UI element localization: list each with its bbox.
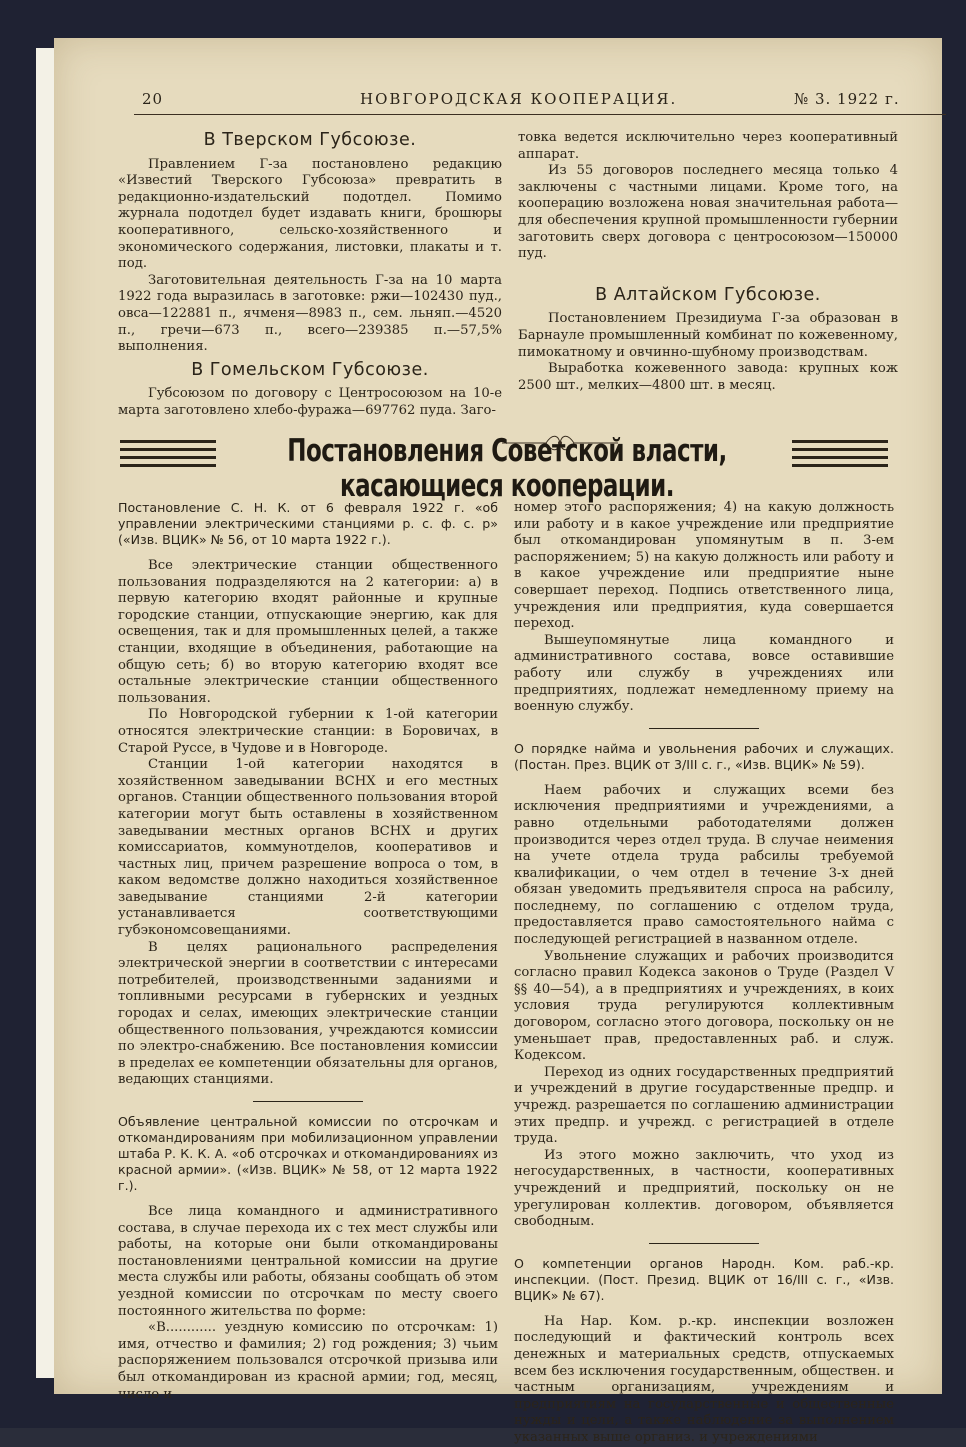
page-number: 20 [142,90,164,108]
section-title-tver: В Тверском Губсоюзе. [203,130,417,150]
separator-rule [649,728,759,729]
paragraph: номер этого распоряжения; 4) на какую должность или работу и в какое учреждение или предприятие был откомандирован упомянутым в п. 3-ем распоряжением; 5) на какую должность или работу и в какое учреждение или предприятие ныне совершает переход. Подпись ответственного лица, учреждения или предприятия, куда совершается переход. [514,500,894,632]
header-rule [134,114,946,115]
section-title-gomel: В Гомельском Губсоюзе. [191,359,429,380]
paragraph: Выработка кожевенного завода: крупных кож 2500 шт., мелких—4800 шт. в месяц. [518,361,898,393]
paragraph: «В............ уездную комиссию по отсрочкам: 1) имя, отчество и фамилия; 2) год рождения; 3) чьим распоряжением пользовался отсрочкой призыва или был откомандирован из красной армии; год, месяц, число и [118,1320,498,1402]
decree-title: Постановление С. Н. К. от 6 февраля 1922 г. «об управлении электрическими станциями р. с. ф. с. р» («Изв. ВЦИК» № 56, от 10 марта 1922 г.). [118,500,498,547]
paragraph: Губсоюзом по договору с Центросоюзом на 10-е марта заготовлено хлебо-фуража—697762 пуда. Заго- [118,386,502,418]
paragraph: Вышеупомянутые лица командного и административного состава, вовсе оставившие работу или службу в учреждениях или предприятиях, подлежат немедленному приему на военную службу. [514,632,894,715]
paragraph: На Нар. Ком. р.-кр. инспекции возложен последующий и фактический контроль всех денежных и материальных средств, отпускаемых всем без исключения государственным, обществен. и частным организациям, учреждениям и предприятиям на государственные и общественные нужды и цели, а также наблюдение за выполнением указанных выше организ. и учреждениями [514,1313,894,1445]
bottom-right-column [514,500,894,1447]
issue-number: № 3. 1922 г. [794,90,900,108]
paragraph: Постановлением Президиума Г-за образован в Барнауле промышленный комбинат по кожевенному, пимокатному и овчинно-шубному производствам. [518,311,898,360]
paragraph: Станции 1-ой категории находятся в хозяйственном заведывании ВСНХ и его местных органов. Станции общественного пользования второй категории могут быть оставлены в хозяйственном заведывании местных органов ВСНХ и других комиссариатов, коммунотделов, кооперативов и частных лиц, причем разрешение вопроса о том, в каком ведомстве должно находиться хозяйственное заведывание станциями 2-й категории устанавливается соответствующими губэкономсовещаниями. [118,757,498,939]
bottom-left-column [118,500,498,1403]
decree-title: О компетенции органов Народн. Ком. раб.-кр. инспекции. (Пост. Презид. ВЦИК от 16/III с. г., «Изв. ВЦИК» № 67). [514,1255,894,1303]
main-heading-banner [120,432,890,505]
paragraph: Переход из одних государственных предприятий и учреждений в другие государственные предпр. и учрежд. разрешается по соглашению администрации этих предпр. и учрежд. с регистрацией в отделе труда. [514,1064,894,1147]
main-heading: Постановления Советской власти, касающиеся кооперации. [287,434,727,505]
paragraph: Заготовительная деятельность Г-за на 10 марта 1922 года выразилась в заготовке: ржи—102430 пуд., овса—122881 п., ячменя—8983 п., сем. льняп.—4520 п., гречи—673 п., всего—239385 п.—57,5% выполнения. [118,272,502,355]
paragraph: В целях рационального распределения электрической энергии в соответствии с интересами потребителей, производственными заданиями и топливными ресурсами в губернских и уездных городах и селах, имеющих электрические станции общественного пользования, учреждаются комиссии по электро-снабжению. Все постановления комиссии в пределах ее компетенции обязательны для органов, ведающих станциями. [118,939,498,1088]
journal-title: НОВГОРОДСКАЯ КООПЕРАЦИЯ. [360,90,678,108]
paragraph: Все лица командного и административного состава, в случае перехода их с тех мест службы или работы, на которые они были откомандированы постановлениями центральной комиссии на другие места службы или работы, обязаны сообщать об этом уездной комиссии по отсрочкам по месту своего постоянного жительства по форме: [118,1204,498,1319]
decree-title: Объявление центральной комиссии по отсрочкам и откомандированиям при мобилизационном управлении штаба Р. К. К. А. «об отсрочках и откомандированиях из красной армии». («Изв. ВЦИК» № 58, от 12 марта 1922 г.). [118,1114,498,1193]
heading-rule-right [792,440,888,472]
paragraph: товка ведется исключительно через кооперативный аппарат. [518,130,898,162]
paragraph: Из 55 договоров последнего месяца только 4 заключены с частными лицами. Кроме того, на кооперацию возложена новая значительная работа—для обеспечения крупной промышленности губернии заготовить сверх договора с центросоюзом—150000 пуд. [518,163,898,262]
paragraph: Правлением Г-за постановлено редакцию «Известий Тверского Губсоюза» превратить в редакционно-издательский подотдел. Помимо журнала подотдел будет издавать книги, брошюры кооперативного, сельско-хозяйственного и экономического содержания, листовки, плакаты и т. под. [118,156,502,272]
top-left-column [118,126,502,420]
paragraph: Наем рабочих и служащих всеми без исключения предприятиями и учреждениями, а равно отдельными работодателями должен производится через отдел труда. В случае неимения на учете отдела труда рабсилы требуемой квалификации, о чем отдел в течение 3-х дней обязан уведомить предъявителя спроса на рабсилу, последнему, по соглашению с отделом труда, предоставляется право самостоятельного найма с последующей регистрацией в названном отделе. [514,782,894,948]
paragraph: Из этого можно заключить, что уход из негосударственных, в частности, кооперативных учреждений и предприятий, поскольку он не урегулирован коллектив. договором, объявляется свободным. [514,1147,894,1230]
separator-rule [649,1243,759,1244]
paragraph: Все электрические станции общественного пользования подразделяются на 2 категории: а) в первую категорию входят районные и крупные городские станции, отпускающие энергию, как для освещения, так и для промышленных целей, а также станции, входящие в объединения, работающие на общую сеть; б) во вторую категорию входят все остальные электрические станции общественного пользования. [118,558,498,706]
paragraph: По Новгородской губернии к 1-ой категории относятся электрические станции: в Боровичах, в Старой Руссе, в Чудове и в Новгороде. [118,707,498,756]
top-right-column [518,130,898,394]
paragraph: Увольнение служащих и рабочих производится согласно правил Кодекса законов о Труде (Раздел V §§ 40—54), а в предприятиях и учреждениях, в коих условия труда регулируются коллективным договором, согласно этого договора, поскольку он не уменьшает прав, предоставленных раб. и служ. Кодексом. [514,948,894,1064]
section-title-altai: В Алтайском Губсоюзе. [595,284,821,305]
heading-rule-left [120,440,216,472]
decree-title: О порядке найма и увольнения рабочих и служащих. (Постан. През. ВЦИК от 3/III с. г., «Изв. ВЦИК» № 59). [514,740,894,772]
separator-rule [253,1101,363,1102]
